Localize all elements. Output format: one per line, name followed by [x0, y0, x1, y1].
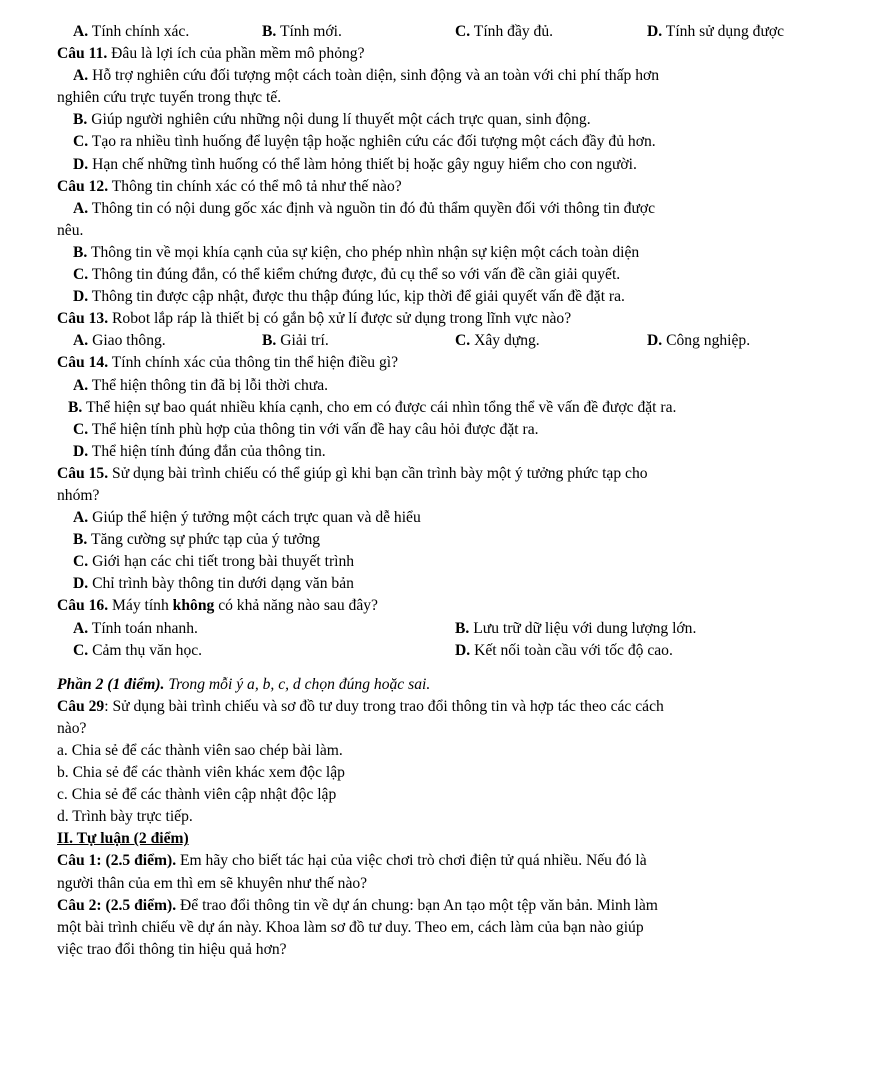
- essay-question-2: Câu 2: (2.5 điểm). Để trao đổi thông tin về dự án chung: bạn An tạo một tệp văn bản. Minh làm: [57, 896, 658, 914]
- q11-option-c: C. Tạo ra nhiều tình huống để luyện tập hoặc nghiên cứu các đối tượng một cách đầy đủ hơn.: [73, 133, 656, 151]
- q29-statement-d: d. Trình bày trực tiếp.: [57, 808, 193, 826]
- q12-option-a: A. Thông tin có nội dung gốc xác định và nguồn tin đó đủ thẩm quyền đối với thông tin được: [73, 199, 656, 217]
- q29-statement-b: b. Chia sẻ để các thành viên khác xem độc lập: [57, 764, 345, 782]
- option-c: C. Tính đầy đủ.: [455, 23, 554, 40]
- q13-option-c: C. Xây dựng.: [455, 332, 540, 350]
- q14-option-b: B. Thể hiện sự bao quát nhiều khía cạnh, cho em có được cái nhìn tổng thể về vấn đề được đặt ra.: [68, 398, 677, 416]
- question-12: Câu 12. Thông tin chính xác có thể mô tả như thế nào?: [57, 177, 402, 195]
- q13-options-row: [57, 330, 837, 352]
- q13-option-a: A. Giao thông.: [73, 332, 166, 350]
- q14-option-d: D. Thể hiện tính đúng đắn của thông tin.: [73, 442, 326, 460]
- question-15-cont: nhóm?: [57, 486, 100, 504]
- q11-option-b: B. Giúp người nghiên cứu những nội dung lí thuyết một cách trực quan, sinh động.: [73, 111, 591, 129]
- option-a: A. Tính chính xác.: [73, 23, 190, 40]
- q16-options-row-2: [57, 640, 837, 662]
- option-b: B. Tính mới.: [262, 23, 342, 40]
- option-d: D. Tính sử dụng được: [647, 23, 785, 40]
- question-29: Câu 29: Sử dụng bài trình chiếu và sơ đồ tư duy trong trao đổi thông tin và hợp tác theo các cách: [57, 697, 664, 715]
- q29-statement-a: a. Chia sẻ để các thành viên sao chép bài làm.: [57, 742, 343, 759]
- q14-option-c: C. Thể hiện tính phù hợp của thông tin với vấn đề hay câu hỏi được đặt ra.: [73, 420, 539, 438]
- q16-option-d: D. Kết nối toàn cầu với tốc độ cao.: [455, 641, 673, 659]
- essay-question-2-cont-1: một bài trình chiếu về dự án này. Khoa làm sơ đồ tư duy. Theo em, cách làm của bạn nào giúp: [57, 918, 644, 936]
- question-13: Câu 13. Robot lắp ráp là thiết bị có gắn bộ xử lí được sử dụng trong lĩnh vực nào?: [57, 310, 572, 328]
- question-16: Câu 16. Máy tính không có khả năng nào sau đây?: [57, 597, 378, 615]
- essay-question-1: Câu 1: (2.5 điểm). Em hãy cho biết tác hại của việc chơi trò chơi điện tử quá nhiều. Nếu đó là: [57, 852, 647, 870]
- q16-option-b: B. Lưu trữ dữ liệu với dung lượng lớn.: [455, 619, 697, 637]
- essay-heading: II. Tự luận (2 điểm): [57, 830, 189, 848]
- q11-option-a-cont: nghiên cứu trực tuyến trong thực tế.: [57, 89, 282, 107]
- q11-option-d: D. Hạn chế những tình huống có thể làm hỏng thiết bị hoặc gây nguy hiểm cho con người.: [73, 155, 637, 173]
- options-row-q10: [57, 21, 837, 43]
- q12-option-a-cont: nêu.: [57, 221, 84, 239]
- q15-option-c: C. Giới hạn các chi tiết trong bài thuyết trình: [73, 553, 355, 571]
- q16-option-c: C. Cảm thụ văn học.: [73, 641, 203, 659]
- q16-options-row-1: [57, 618, 837, 640]
- exam-document: [57, 21, 837, 961]
- question-14: Câu 14. Tính chính xác của thông tin thể hiện điều gì?: [57, 354, 398, 372]
- section-gap: [57, 662, 837, 674]
- part2-heading: Phần 2 (1 điểm). Trong mỗi ý a, b, c, d chọn đúng hoặc sai.: [57, 675, 431, 693]
- q12-option-d: D. Thông tin được cập nhật, được thu thập đúng lúc, kịp thời để giải quyết vấn đề đặt ra.: [73, 288, 625, 306]
- q16-option-a: A. Tính toán nhanh.: [73, 619, 198, 637]
- q15-option-a: A. Giúp thể hiện ý tưởng một cách trực quan và dễ hiểu: [73, 509, 421, 527]
- essay-question-2-cont-2: việc trao đổi thông tin hiệu quả hơn?: [57, 940, 287, 958]
- q12-option-c: C. Thông tin đúng đắn, có thể kiểm chứng được, đủ cụ thể so với vấn đề cần giải quyết.: [73, 266, 621, 284]
- q11-option-a: A. Hỗ trợ nghiên cứu đối tượng một cách toàn diện, sinh động và an toàn với chi phí thấp hơn: [73, 67, 660, 85]
- question-11: Câu 11. Đâu là lợi ích của phần mềm mô phỏng?: [57, 45, 365, 63]
- question-15: Câu 15. Sử dụng bài trình chiếu có thể giúp gì khi bạn cần trình bày một ý tưởng phức tạp cho: [57, 464, 648, 482]
- essay-question-1-cont: người thân của em thì em sẽ khuyên như thế nào?: [57, 874, 368, 892]
- q15-option-d: D. Chỉ trình bày thông tin dưới dạng văn bản: [73, 575, 354, 593]
- q14-option-a: A. Thể hiện thông tin đã bị lỗi thời chưa.: [73, 376, 329, 394]
- q29-statement-c: c. Chia sẻ để các thành viên cập nhật độc lập: [57, 786, 337, 804]
- q15-option-b: B. Tăng cường sự phức tạp của ý tưởng: [73, 531, 321, 549]
- q12-option-b: B. Thông tin về mọi khía cạnh của sự kiện, cho phép nhìn nhận sự kiện một cách toàn diện: [73, 243, 640, 261]
- question-29-cont: nào?: [57, 719, 87, 737]
- q13-option-b: B. Giải trí.: [262, 332, 329, 350]
- q13-option-d: D. Công nghiệp.: [647, 332, 751, 350]
